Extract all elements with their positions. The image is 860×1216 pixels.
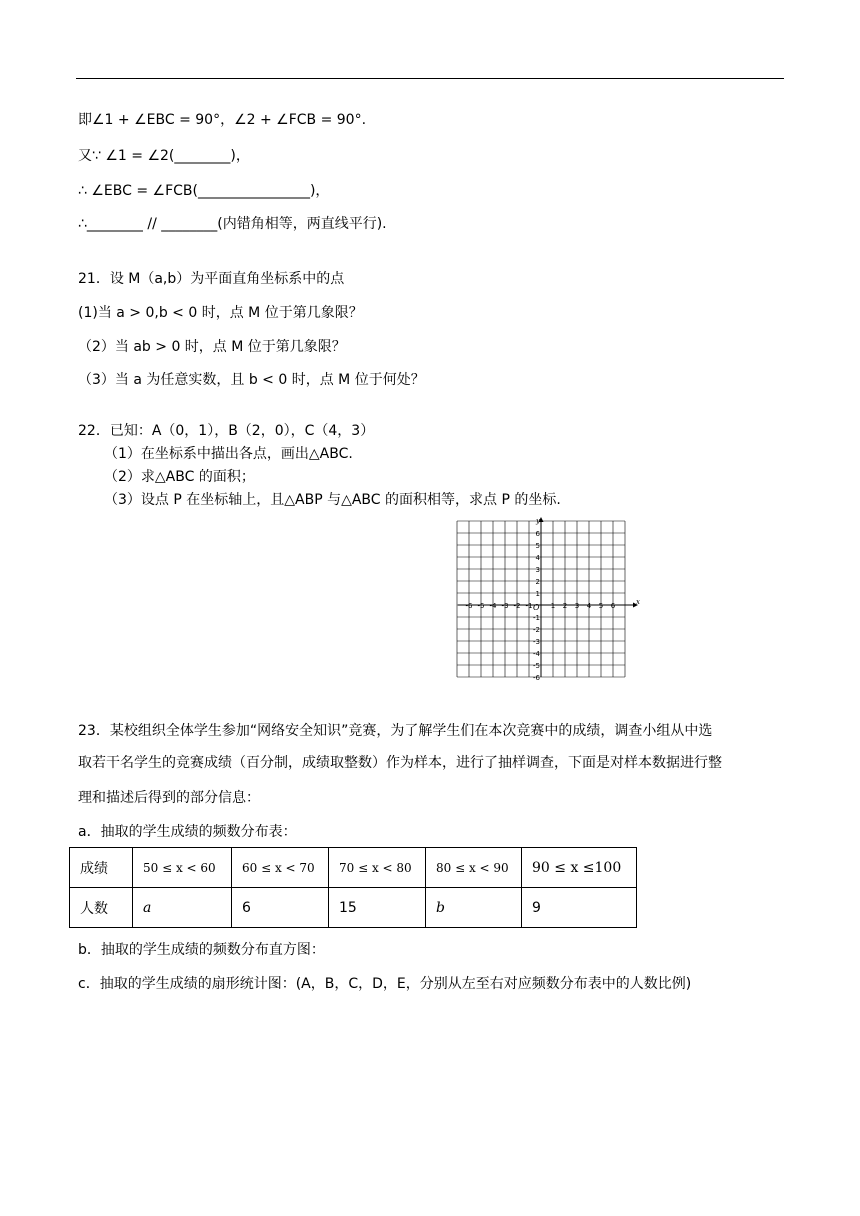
origin-label: O bbox=[533, 603, 540, 612]
table-cell: b bbox=[426, 888, 522, 928]
table-cell: 60 ≤ x < 70 bbox=[232, 848, 329, 888]
x-tick-label: 5 bbox=[598, 602, 604, 610]
proof-line-3: ∴ ∠EBC = ∠FCB(________________)， bbox=[78, 183, 330, 199]
x-tick-label: -3 bbox=[501, 602, 509, 610]
table-cell: 50 ≤ x < 60 bbox=[133, 848, 232, 888]
table-cell: 15 bbox=[329, 888, 426, 928]
y-tick-label: 3 bbox=[535, 566, 540, 574]
question-23-line-1: 23．某校组织全体学生参加“网络安全知识”竞赛，为了解学生们在本次竞赛中的成绩，调查小组从中选 bbox=[78, 723, 713, 739]
y-tick-label: -2 bbox=[533, 626, 540, 634]
header-rule bbox=[76, 78, 784, 79]
y-tick-label: 6 bbox=[535, 530, 540, 538]
y-tick-label: 4 bbox=[535, 554, 540, 562]
y-tick-label: 1 bbox=[535, 590, 540, 598]
question-23-line-2: 取若干名学生的竞赛成绩（百分制，成绩取整数）作为样本，进行了抽样调查，下面是对样本数据进行整 bbox=[78, 755, 722, 771]
question-21-part-3: （3）当 a 为任意实数，且 b < 0 时，点 M 位于何处？ bbox=[78, 372, 425, 388]
table-cell: 成绩 bbox=[70, 848, 133, 888]
x-tick-label: -6 bbox=[465, 602, 473, 610]
table-cell: 6 bbox=[232, 888, 329, 928]
question-21-part-2: （2）当 ab > 0 时，点 M 位于第几象限？ bbox=[78, 339, 346, 355]
question-23-line-3: 理和描述后得到的部分信息： bbox=[78, 790, 260, 806]
x-tick-label: 1 bbox=[550, 602, 556, 610]
table-cell: 9 bbox=[522, 888, 637, 928]
item-b-caption: b．抽取的学生成绩的频数分布直方图： bbox=[78, 942, 325, 958]
coordinate-grid bbox=[450, 514, 650, 684]
x-tick-label: 4 bbox=[586, 602, 592, 610]
table-cell: 80 ≤ x < 90 bbox=[426, 848, 522, 888]
question-21: 21．设 M（a,b）为平面直角坐标系中的点 bbox=[78, 271, 345, 287]
y-tick-label: -4 bbox=[533, 650, 540, 658]
question-21-part-1: (1)当 a > 0,b < 0 时，点 M 位于第几象限？ bbox=[78, 305, 363, 321]
item-c-caption: c．抽取的学生成绩的扇形统计图：(A，B，C，D，E，分别从左至右对应频数分布表中的人数比例) bbox=[78, 976, 692, 992]
question-22-part-1: （1）在坐标系中描出各点，画出△ABC. bbox=[104, 446, 353, 462]
y-tick-label: -5 bbox=[533, 662, 540, 670]
table-cell: 90 ≤ x ≤100 bbox=[522, 848, 637, 888]
table-row bbox=[70, 888, 637, 928]
table-cell: 70 ≤ x < 80 bbox=[329, 848, 426, 888]
question-22-part-2: （2）求△ABC 的面积； bbox=[104, 469, 255, 485]
x-tick-label: -4 bbox=[489, 602, 497, 610]
x-tick-label: 2 bbox=[562, 602, 568, 610]
frequency-table bbox=[69, 847, 637, 928]
y-tick-label: -6 bbox=[533, 674, 540, 682]
question-22-part-3: （3）设点 P 在坐标轴上，且△ABP 与△ABC 的面积相等，求点 P 的坐标. bbox=[104, 492, 561, 508]
item-a-caption: a．抽取的学生成绩的频数分布表： bbox=[78, 824, 297, 840]
table-row bbox=[70, 848, 637, 888]
proof-line-1: 即∠1 + ∠EBC = 90°，∠2 + ∠FCB = 90°. bbox=[78, 112, 367, 128]
y-tick-label: -3 bbox=[533, 638, 540, 646]
proof-line-2: 又∵ ∠1 = ∠2(________)， bbox=[78, 148, 250, 164]
x-tick-label: -1 bbox=[525, 602, 533, 610]
table-cell: a bbox=[133, 888, 232, 928]
y-tick-label: 5 bbox=[535, 542, 540, 550]
y-tick-label: 2 bbox=[535, 578, 540, 586]
table-cell: 人数 bbox=[70, 888, 133, 928]
y-tick-label: -1 bbox=[533, 614, 540, 622]
x-tick-label: 6 bbox=[610, 602, 616, 610]
x-tick-label: 3 bbox=[574, 602, 580, 610]
x-tick-label: -5 bbox=[477, 602, 485, 610]
proof-line-4: ∴________ // ________(内错角相等，两直线平行). bbox=[78, 216, 387, 232]
y-axis-label: y bbox=[536, 517, 540, 525]
x-tick-label: -2 bbox=[513, 602, 521, 610]
question-22: 22．已知：A（0，1），B（2，0），C（4，3） bbox=[78, 423, 375, 439]
x-axis-label: x bbox=[636, 598, 640, 606]
